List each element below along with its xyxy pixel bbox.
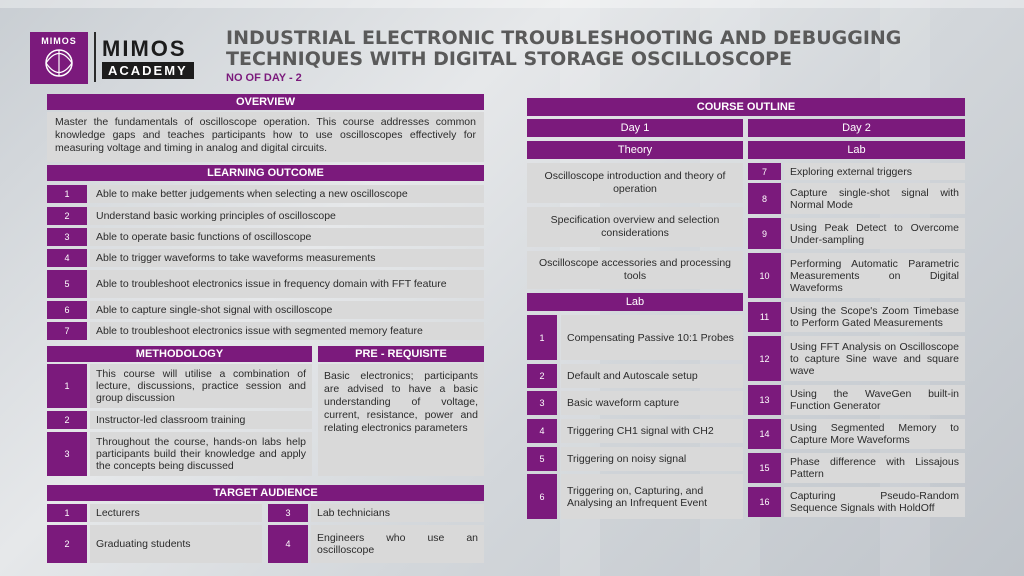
page-title: INDUSTRIAL ELECTRONIC TROUBLESHOOTING AND DEBUGGING TECHNIQUES WITH DIGITAL STORAGE OSCILLOSCOPE (226, 27, 902, 70)
day2-lab-item: Phase difference with Lissajous Pattern (784, 453, 965, 483)
day1-lab-number: 1 (527, 315, 557, 360)
learning-outcome-item: Able to capture single-shot signal with oscilloscope (90, 301, 484, 319)
methodology-item: Throughout the course, hands-on labs help participants build their knowledge and apply the concepts being discussed (90, 432, 312, 476)
day1-lab-number: 3 (527, 391, 557, 415)
target-number: 4 (268, 525, 308, 563)
learning-outcome-number: 3 (47, 228, 87, 246)
day2-lab-number: 8 (748, 183, 781, 214)
day1-lab-item: Compensating Passive 10:1 Probes (561, 315, 743, 360)
target-item: Engineers who use an oscilloscope (311, 525, 484, 563)
learning-outcome-number: 6 (47, 301, 87, 319)
learning-outcome-number: 2 (47, 207, 87, 225)
target-number: 1 (47, 504, 87, 522)
target-number: 3 (268, 504, 308, 522)
day2-lab-number: 7 (748, 163, 781, 180)
learning-outcome-heading: LEARNING OUTCOME (47, 165, 484, 181)
day1-lab-item: Default and Autoscale setup (561, 364, 743, 388)
day2-lab-item: Performing Automatic Parametric Measurements on Digital Waveforms (784, 253, 965, 298)
day2-lab-number: 11 (748, 302, 781, 332)
day2-lab-number: 14 (748, 419, 781, 449)
target-audience-heading: TARGET AUDIENCE (47, 485, 484, 501)
methodology-item: This course will utilise a combination of lecture, discussions, practice session and group discussion (90, 364, 312, 408)
prerequisite-heading: PRE - REQUISITE (318, 346, 484, 362)
mimos-emblem-icon (39, 48, 79, 78)
theory-item: Oscilloscope introduction and theory of operation (527, 163, 743, 203)
day2-lab-item: Using FFT Analysis on Oscilloscope to capture Sine wave and square wave (784, 336, 965, 381)
logo-academy-text: ACADEMY (102, 62, 194, 79)
day1-lab-heading: Lab (527, 293, 743, 311)
target-item: Lab technicians (311, 504, 484, 522)
day2-lab-number: 10 (748, 253, 781, 298)
methodology-heading: METHODOLOGY (47, 346, 312, 362)
day2-lab-item: Capturing Pseudo-Random Sequence Signals with HoldOff (784, 487, 965, 517)
learning-outcome-item: Able to operate basic functions of oscilloscope (90, 228, 484, 246)
day2-lab-number: 9 (748, 218, 781, 249)
target-number: 2 (47, 525, 87, 563)
day2-lab-number: 15 (748, 453, 781, 483)
day1-heading: Day 1 (527, 119, 743, 137)
day1-lab-number: 6 (527, 474, 557, 519)
learning-outcome-number: 5 (47, 270, 87, 298)
course-outline-heading: COURSE OUTLINE (527, 98, 965, 116)
day1-lab-item: Triggering CH1 signal with CH2 (561, 419, 743, 443)
day1-lab-item: Basic waveform capture (561, 391, 743, 415)
day2-lab-heading: Lab (748, 141, 965, 159)
day1-lab-item: Triggering on noisy signal (561, 447, 743, 471)
day2-lab-item: Using the WaveGen built-in Function Generator (784, 385, 965, 415)
learning-outcome-number: 7 (47, 322, 87, 340)
day2-lab-item: Exploring external triggers (784, 163, 965, 180)
day2-lab-number: 16 (748, 487, 781, 517)
learning-outcome-item: Able to make better judgements when selecting a new oscilloscope (90, 185, 484, 203)
overview-heading: OVERVIEW (47, 94, 484, 110)
prerequisite-text: Basic electronics; participants are advised to have a basic understanding of voltage, current, resistance, power and relating electronics parameters (318, 364, 484, 476)
day1-lab-number: 5 (527, 447, 557, 471)
methodology-number: 2 (47, 411, 87, 429)
days-label: NO OF DAY - 2 (226, 72, 302, 84)
methodology-number: 3 (47, 432, 87, 476)
learning-outcome-number: 1 (47, 185, 87, 203)
day2-lab-item: Using Peak Detect to Overcome Under-sampling (784, 218, 965, 249)
learning-outcome-item: Able to troubleshoot electronics issue in frequency domain with FFT feature (90, 270, 484, 298)
day2-lab-item: Using the Scope's Zoom Timebase to Perform Gated Measurements (784, 302, 965, 332)
day2-lab-item: Using Segmented Memory to Capture More Waveforms (784, 419, 965, 449)
mimos-logo (30, 32, 88, 84)
methodology-number: 1 (47, 364, 87, 408)
day2-heading: Day 2 (748, 119, 965, 137)
day1-lab-number: 4 (527, 419, 557, 443)
day2-lab-number: 12 (748, 336, 781, 381)
day2-lab-number: 13 (748, 385, 781, 415)
learning-outcome-item: Able to troubleshoot electronics issue with segmented memory feature (90, 322, 484, 340)
overview-text: Master the fundamentals of oscilloscope operation. This course addresses common knowledge gaps and teaches participants how to use oscilloscopes effectively for measuring voltage and timing in analog and digital circuits. (47, 112, 484, 162)
learning-outcome-item: Understand basic working principles of oscilloscope (90, 207, 484, 225)
target-item: Lecturers (90, 504, 262, 522)
learning-outcome-number: 4 (47, 249, 87, 267)
methodology-item: Instructor-led classroom training (90, 411, 312, 429)
day1-lab-item: Triggering on, Capturing, and Analysing an Infrequent Event (561, 474, 743, 519)
logo-mimos-text: MIMOS (102, 36, 187, 61)
theory-item: Oscilloscope accessories and processing tools (527, 251, 743, 289)
logo-small-text: MIMOS (41, 36, 77, 46)
theory-item: Specification overview and selection considerations (527, 207, 743, 247)
theory-heading: Theory (527, 141, 743, 159)
day2-lab-item: Capture single-shot signal with Normal Mode (784, 183, 965, 214)
logo-divider (94, 32, 96, 82)
day1-lab-number: 2 (527, 364, 557, 388)
target-item: Graduating students (90, 525, 262, 563)
learning-outcome-item: Able to trigger waveforms to take waveforms measurements (90, 249, 484, 267)
